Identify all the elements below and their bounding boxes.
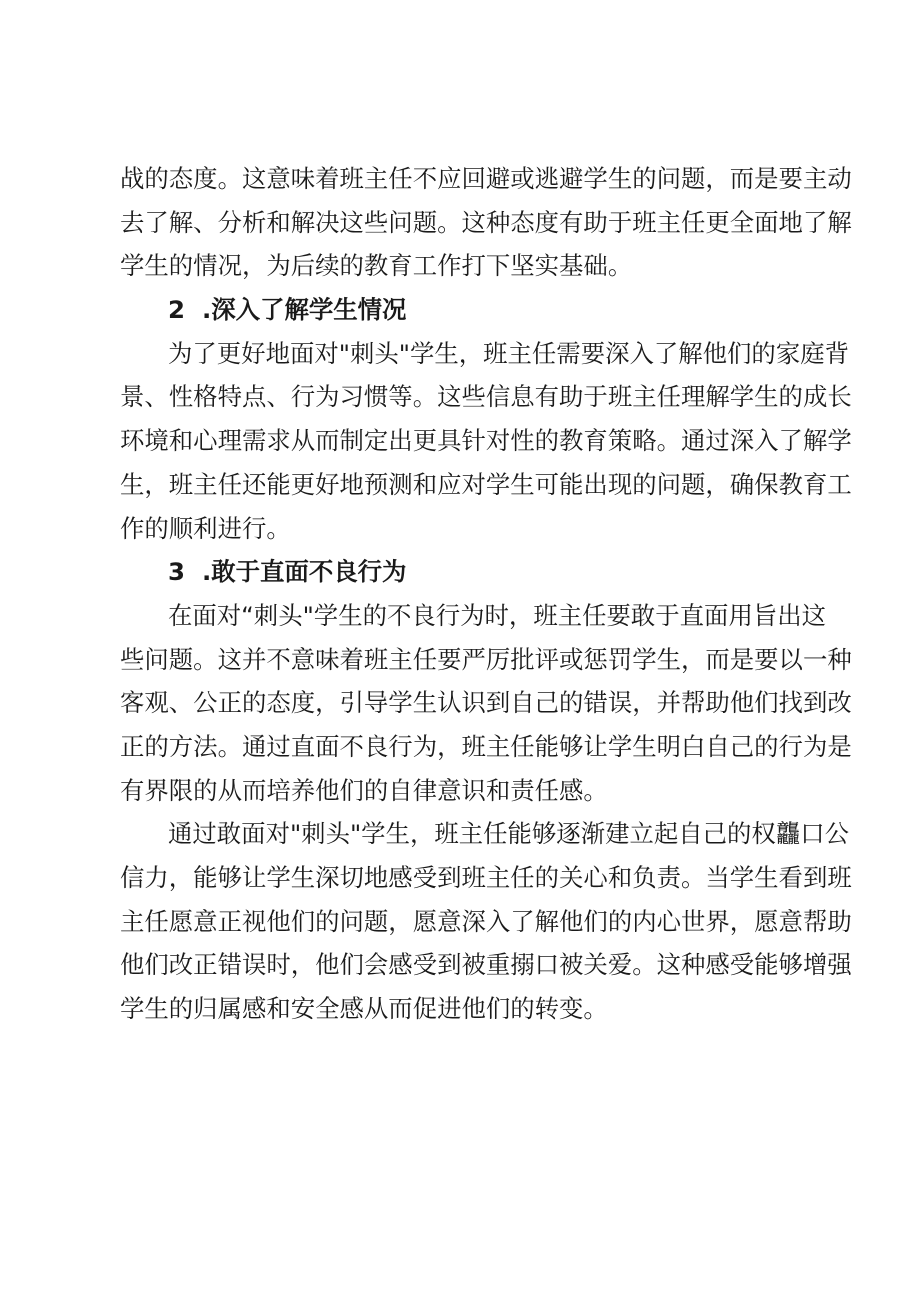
section-title: .敢于直面不良行为 [202,557,407,587]
body-line: 为了更好地面对"刺头"学生，班主任需要深入了解他们的家庭背 [168,338,849,368]
body-line: 客观、公正的态度，引导学生认识到自己的错误，并帮助他们找到改 [120,688,852,718]
section-number: 3 [168,557,185,587]
section-number: 2 [168,295,185,325]
section-heading-2 [120,294,810,325]
body-line: 有界限的从而培养他们的自律意识和责任感。 [120,775,608,805]
body-line: 去了解、分析和解决这些问题。这种态度有助于班主任更全面地了解 [120,207,852,237]
body-line: 主任愿意正视他们的问题，愿意深入了解他们的内心世界，愿意帮助 [120,906,852,936]
body-line: 学生的归属感和安全感从而促进他们的转变。 [120,994,608,1024]
body-line: 学生的情况，为后续的教育工作打下坚实基础。 [120,251,633,281]
body-line: 他们改正错误时，他们会感受到被重搦口被关爱。这种感受能够增强 [120,950,852,980]
body-line: 景、性格特点、行为习惯等。这些信息有助于班主任理解学生的成长 [120,382,852,412]
document-page [120,163,852,1024]
section-heading-3 [120,556,810,587]
body-line: 战的态度。这意味着班主任不应回避或逃避学生的问题，而是要主动 [120,164,852,193]
body-line: 正的方法。通过直面不良行为，班主任能够让学生明白自己的行为是 [120,731,852,761]
section-title: .深入了解学生情况 [202,295,407,325]
body-line: 环境和心理需求从而制定出更具针对性的教育策略。通过深入了解学 [120,426,852,456]
body-line: 通过敢面对"刺头"学生，班主任能够逐渐建立起自己的权龘口公 [168,819,849,849]
body-line: 在面对“刺头"学生的不良行为时，班主任要敢于直面用旨出这 [168,600,827,630]
body-line: 些问题。这并不意味着班主任要严厉批评或惩罚学生，而是要以一种 [120,644,852,674]
body-line: 生，班主任还能更好地预测和应对学生可能出现的问题，确保教育工 [120,469,852,499]
body-line: 信力，能够让学生深切地感受到班主任的关心和负责。当学生看到班 [120,863,852,892]
body-line: 作的顺利进行。 [120,513,291,543]
